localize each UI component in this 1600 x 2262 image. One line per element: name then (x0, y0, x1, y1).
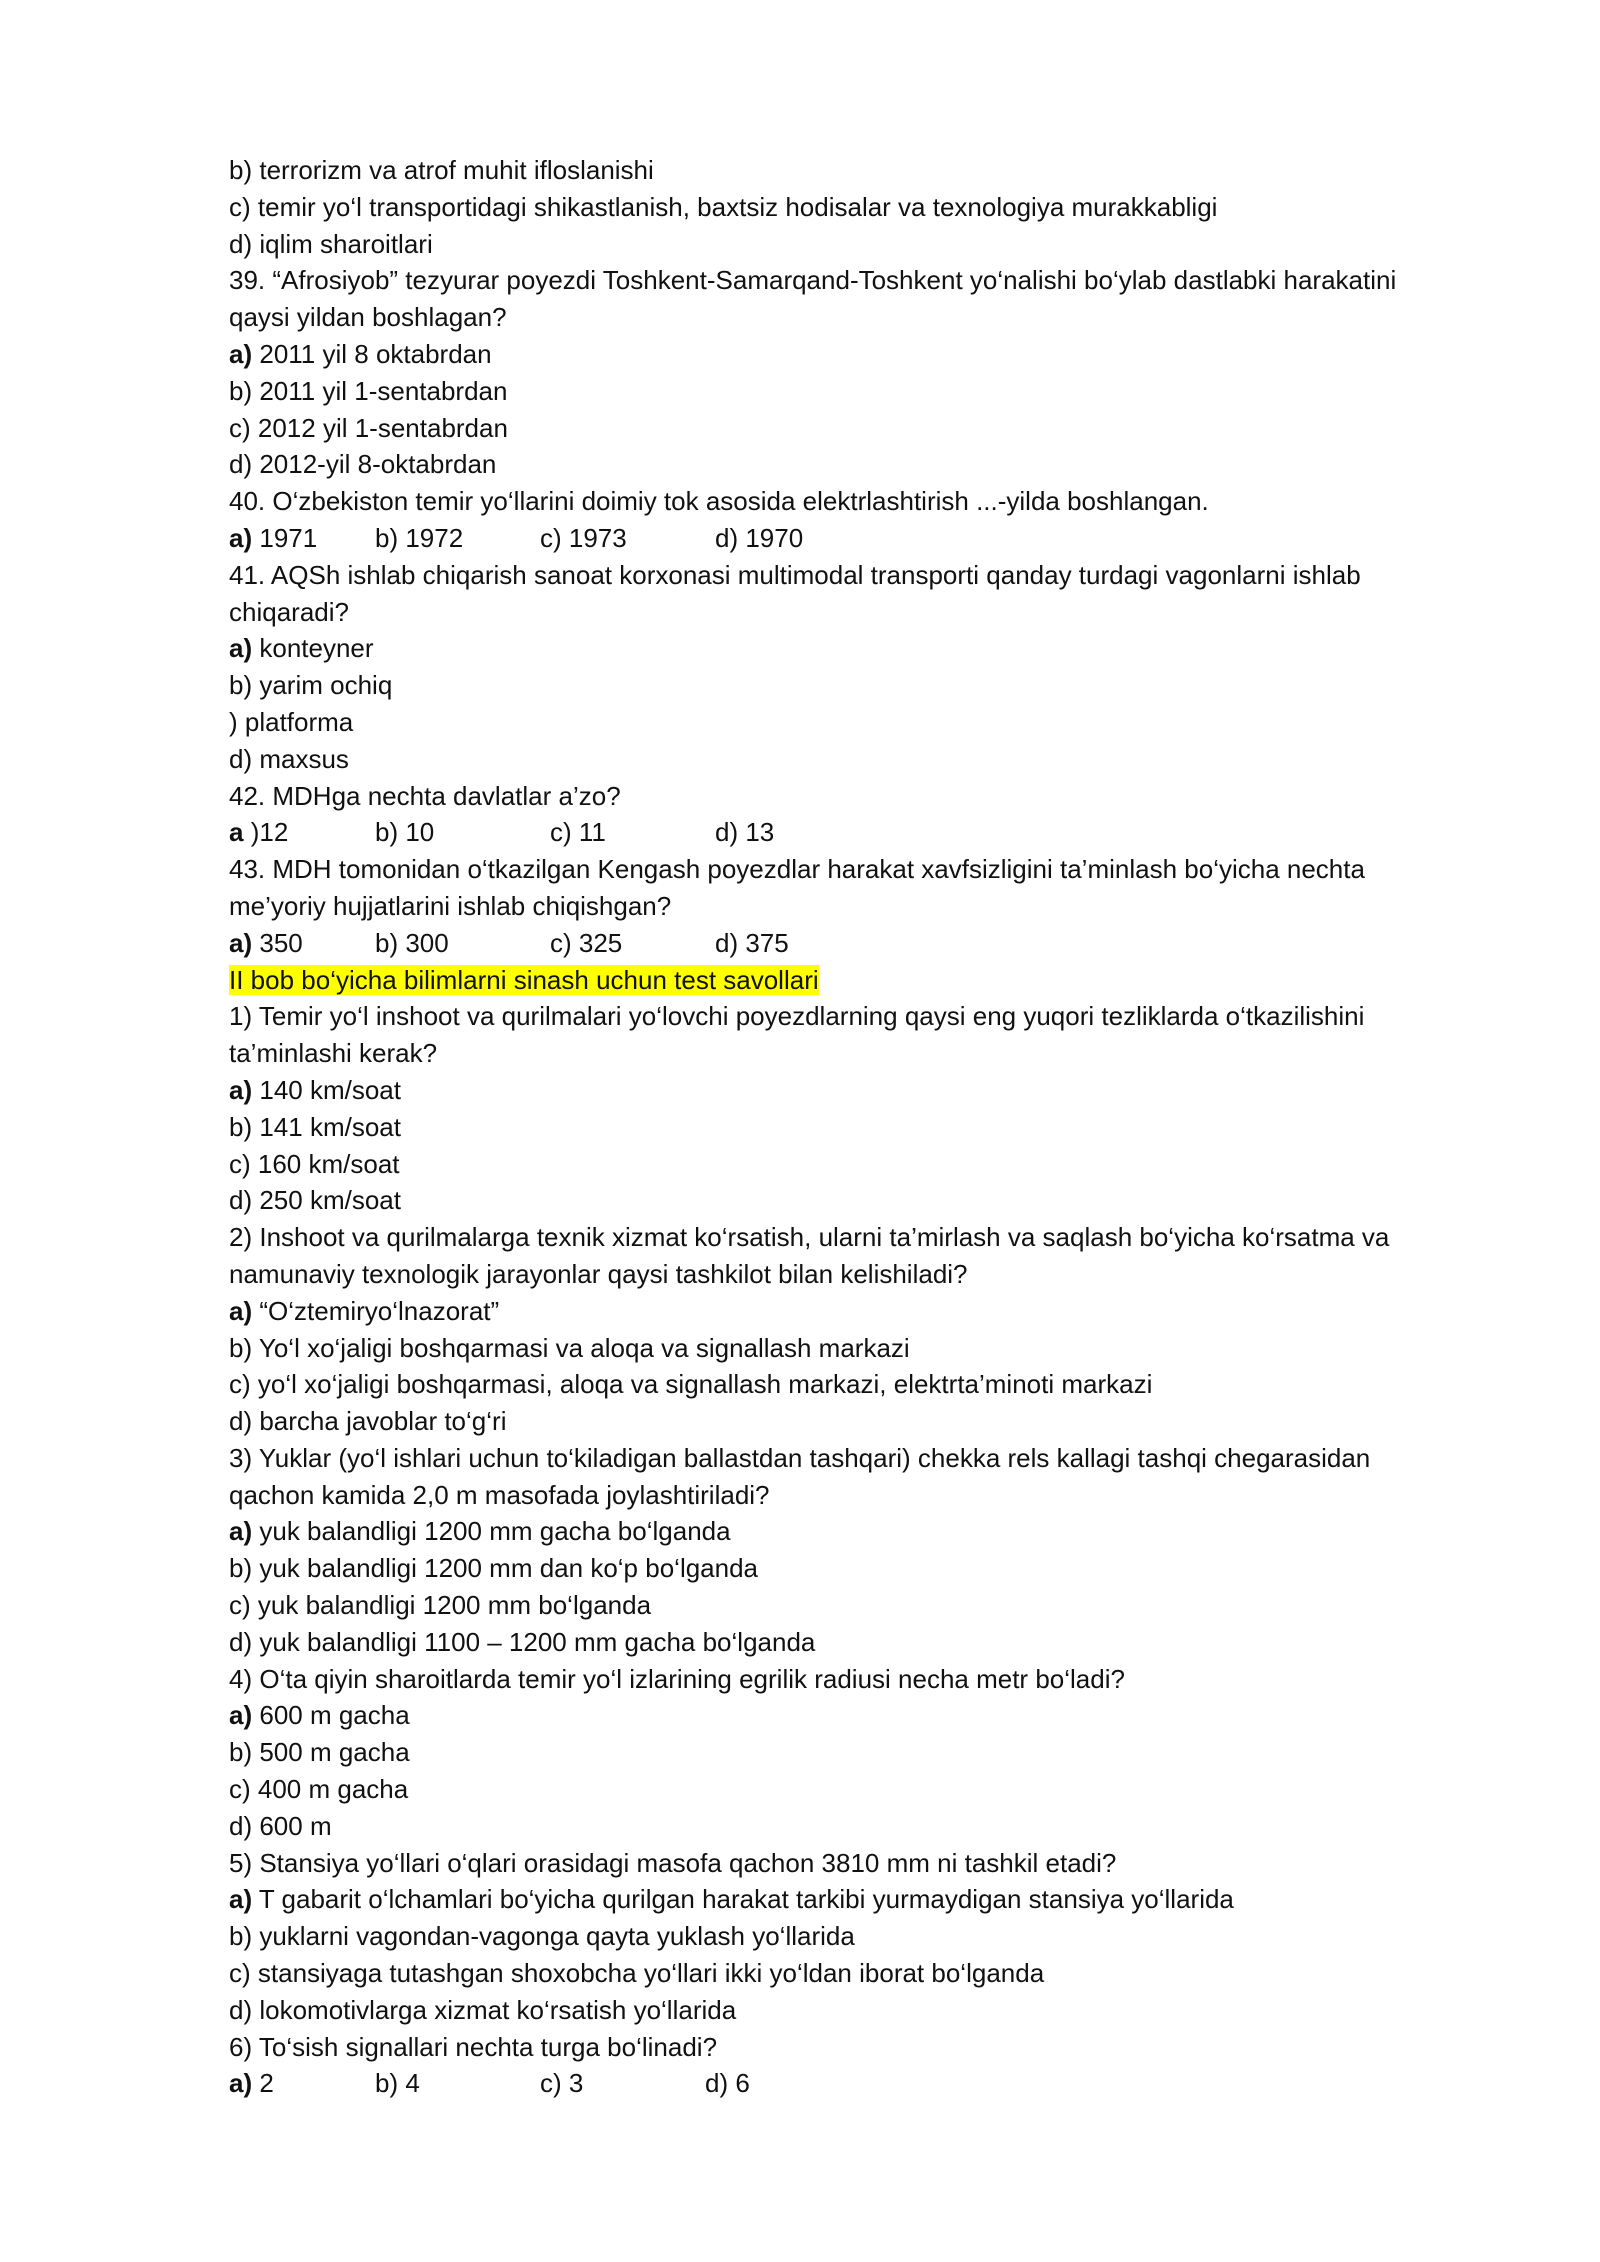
answer-d: d) 2012-yil 8-oktabrdan (229, 449, 497, 480)
question-6: 6) To‘sish signallari nechta turga bo‘linadi? (229, 2031, 718, 2062)
answer-marker: a) (229, 2068, 253, 2099)
option-b: b) 10 (375, 817, 435, 848)
text-line: qaysi yildan boshlagan? (229, 302, 507, 333)
answer-a (229, 1293, 1479, 1330)
question-3: 3) Yuklar (yo‘l ishlari uchun to‘kiladigan ballastdan tashqari) chekka rels kallagi tashqi chegarasidan (229, 1442, 1371, 1473)
answer-b: b) yuk balandligi 1200 mm dan ko‘p bo‘lganda (229, 1553, 759, 1584)
text-line: me’yoriy hujjatlarini ishlab chiqishgan? (229, 890, 672, 921)
answer-c: c) 400 m gacha (229, 1774, 409, 1805)
question-42: 42. MDHga nechta davlatlar a’zo? (229, 780, 621, 811)
answer-a (229, 1513, 1479, 1550)
option-b: b) 1972 (375, 522, 464, 553)
option-c: c) 1973 (540, 522, 627, 553)
answer-marker: a) (229, 1074, 253, 1105)
answer-d: d) yuk balandligi 1100 – 1200 mm gacha bo‘lganda (229, 1626, 816, 1657)
answer-d: d) 600 m (229, 1810, 332, 1841)
answer-marker: a) (229, 1295, 253, 1326)
answer-options-row (229, 520, 1479, 557)
answer-marker: a) (229, 1700, 253, 1731)
answer-c: c) yo‘l xo‘jaligi boshqarmasi, aloqa va signallash markazi, elektrta’minoti markazi (229, 1369, 1153, 1400)
answer-d: d) lokomotivlarga xizmat ko‘rsatish yo‘llarida (229, 1994, 737, 2025)
text-line: chiqaradi? (229, 596, 349, 627)
answer-c: c) 2012 yil 1-sentabrdan (229, 412, 508, 443)
answer-marker: a) (229, 522, 253, 553)
option-c: c) 11 (550, 817, 606, 848)
answer-marker: a) (229, 1884, 253, 1915)
answer-b: b) Yo‘l xo‘jaligi boshqarmasi va aloqa va signallash markazi (229, 1332, 910, 1363)
question-1: 1) Temir yo‘l inshoot va qurilmalari yo‘lovchi poyezdlarning qaysi eng yuqori tezliklarda o‘tkazilishini (229, 1001, 1365, 1032)
answer-text: T gabarit o‘lchamlari bo‘yicha qurilgan harakat tarkibi yurmaydigan stansiya yo‘llarida (258, 1884, 1234, 1915)
document-body (229, 152, 1479, 2102)
answer-options-row (229, 814, 1479, 851)
option-text: 1971 (259, 522, 318, 553)
answer-marker: a) (229, 633, 253, 664)
answer-a (229, 630, 1479, 667)
answer-b: b) 500 m gacha (229, 1737, 410, 1768)
question-2: 2) Inshoot va qurilmalarga texnik xizmat ko‘rsatish, ularni ta’mirlash va saqlash bo‘yicha ko‘rsatma va (229, 1222, 1390, 1253)
text-line: c) temir yo‘l transportidagi shikastlanish, baxtsiz hodisalar va texnologiya murakkabligi (229, 191, 1218, 222)
text-line: namunaviy texnologik jarayonlar qaysi tashkilot bilan kelishiladi? (229, 1258, 968, 1289)
answer-d: d) barcha javoblar to‘g‘ri (229, 1406, 507, 1437)
question-43: 43. MDH tomonidan o‘tkazilgan Kengash poyezdlar harakat xavfsizligini ta’minlash bo‘yicha nechta (229, 854, 1365, 885)
answer-a (229, 1697, 1479, 1734)
option-a (229, 520, 375, 557)
answer-d: d) maxsus (229, 743, 349, 774)
question-41: 41. AQSh ishlab chiqarish sanoat korxonasi multimodal transporti qanday turdagi vagonlarni ishlab (229, 559, 1361, 590)
option-text: )12 (250, 817, 289, 848)
answer-marker: a) (229, 338, 253, 369)
answer-text: konteyner (259, 633, 374, 664)
option-b: b) 4 (375, 2068, 420, 2099)
text-line: ta’minlashi kerak? (229, 1038, 438, 1069)
answer-options-row (229, 925, 1479, 962)
answer-b: b) 2011 yil 1-sentabrdan (229, 375, 508, 406)
answer-marker: a (229, 817, 244, 848)
answer-text: 2011 yil 8 oktabrdan (259, 338, 492, 369)
answer-c: c) 160 km/soat (229, 1148, 400, 1179)
option-a (229, 814, 375, 851)
answer-text: 140 km/soat (259, 1074, 401, 1105)
answer-d: d) 250 km/soat (229, 1185, 401, 1216)
answer-marker: a) (229, 927, 253, 958)
answer-options-row (229, 2065, 1479, 2102)
answer-a (229, 1881, 1479, 1918)
option-b: b) 300 (375, 927, 449, 958)
option-d: d) 1970 (715, 522, 804, 553)
text-line: d) iqlim sharoitlari (229, 228, 433, 259)
answer-a (229, 1072, 1479, 1109)
answer-b: b) 141 km/soat (229, 1111, 401, 1142)
question-5: 5) Stansiya yo‘llari o‘qlari orasidagi masofa qachon 3810 mm ni tashkil etadi? (229, 1847, 1117, 1878)
option-a (229, 925, 375, 962)
answer-text: yuk balandligi 1200 mm gacha bo‘lganda (259, 1516, 731, 1547)
answer-c: c) stansiyaga tutashgan shoxobcha yo‘llari ikki yo‘ldan iborat bo‘lganda (229, 1958, 1045, 1989)
answer-c: c) yuk balandligi 1200 mm bo‘lganda (229, 1590, 652, 1621)
answer-b: b) yuklarni vagondan-vagonga qayta yuklash yo‘llarida (229, 1921, 855, 1952)
text-line: b) terrorizm va atrof muhit ifloslanishi (229, 155, 654, 185)
option-a (229, 2065, 375, 2102)
highlighted-heading: II bob bo‘yicha bilimlarni sinash uchun test savollari (229, 964, 819, 995)
answer-a (229, 336, 1479, 373)
question-4: 4) O‘ta qiyin sharoitlarda temir yo‘l izlarining egrilik radiusi necha metr bo‘ladi? (229, 1663, 1125, 1694)
answer-text: 600 m gacha (259, 1700, 410, 1731)
section-heading (229, 962, 1479, 999)
option-text: 350 (259, 927, 303, 958)
answer-b: b) yarim ochiq (229, 670, 393, 701)
question-39: 39. “Afrosiyob” tezyurar poyezdi Toshkent-Samarqand-Toshkent yo‘nalishi bo‘ylab dastlabki harakatini (229, 265, 1397, 296)
option-d: d) 6 (705, 2068, 750, 2099)
answer-c: ) platforma (229, 706, 354, 737)
option-d: d) 375 (715, 927, 789, 958)
text-line: qachon kamida 2,0 m masofada joylashtiriladi? (229, 1479, 770, 1510)
answer-text: “O‘ztemiryo‘lnazorat” (259, 1295, 500, 1326)
answer-marker: a) (229, 1516, 253, 1547)
option-text: 2 (259, 2068, 274, 2099)
option-c: c) 325 (550, 927, 623, 958)
question-40: 40. O‘zbekiston temir yo‘llarini doimiy tok asosida elektrlashtirish ...-yilda boshlangan. (229, 486, 1209, 517)
option-c: c) 3 (540, 2068, 584, 2099)
option-d: d) 13 (715, 817, 775, 848)
